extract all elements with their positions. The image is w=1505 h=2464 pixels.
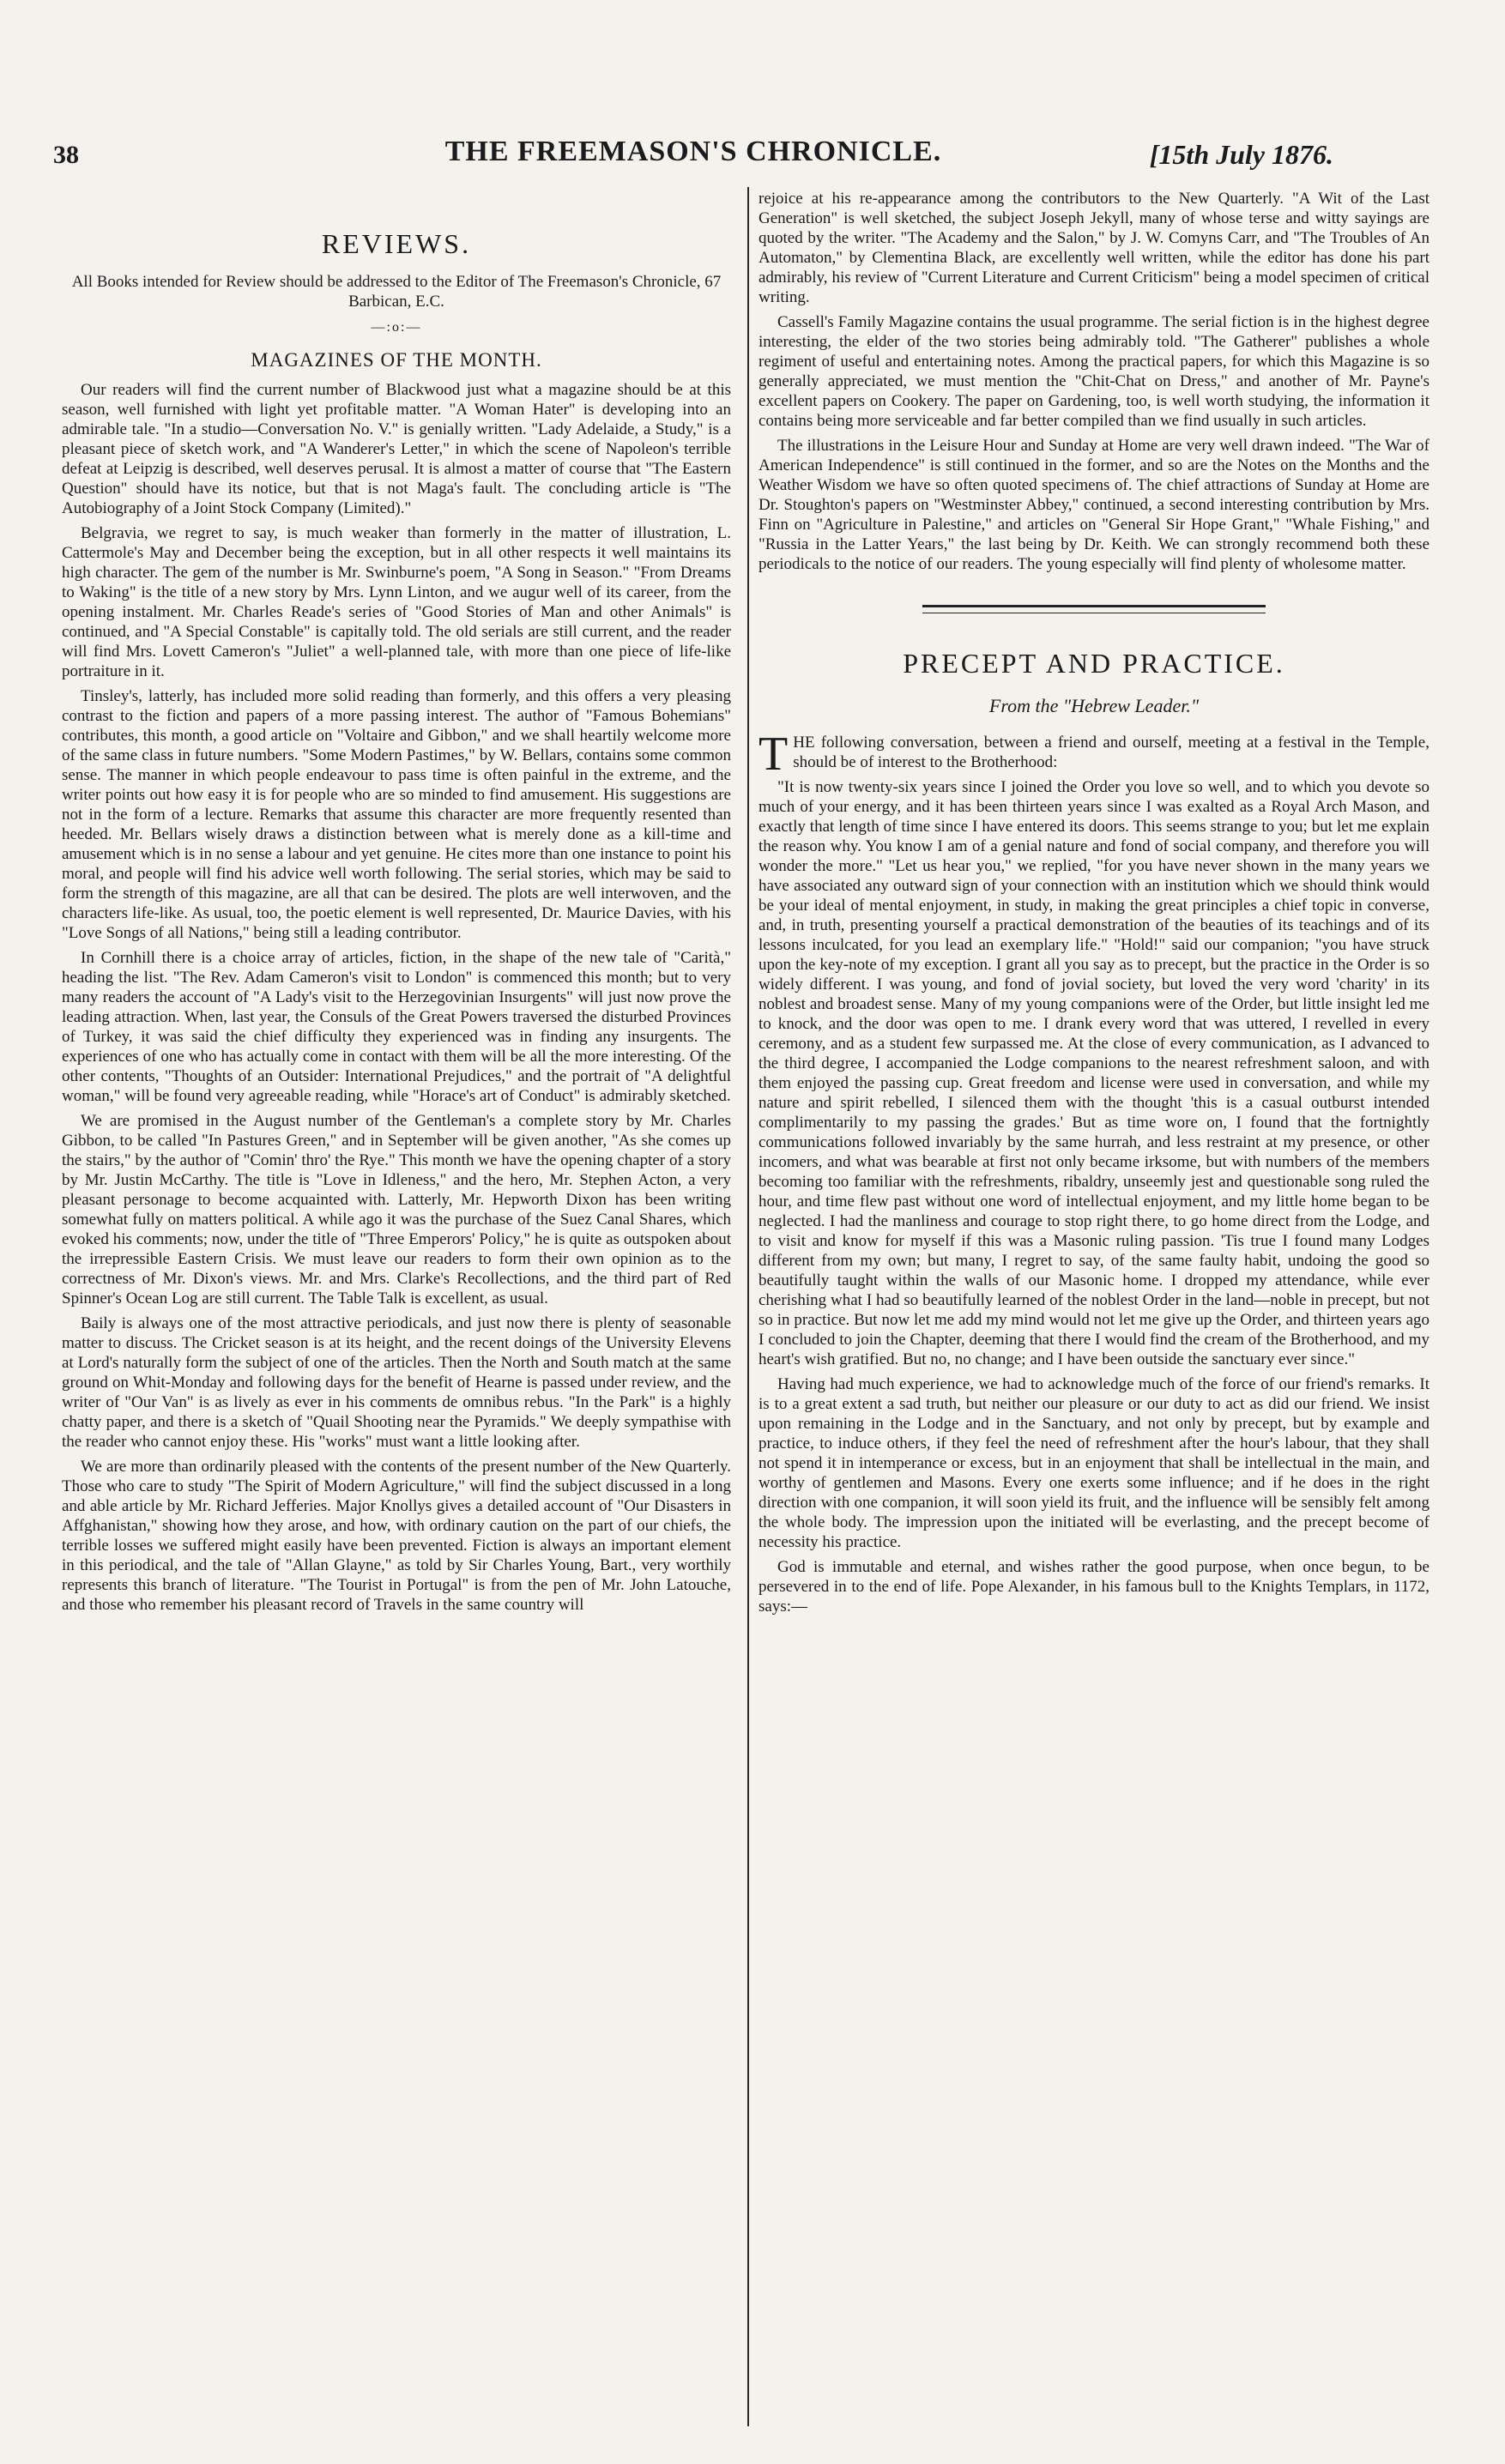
- right-column: [759, 189, 1429, 1622]
- ornamental-separator: —:o:—: [371, 320, 422, 335]
- paragraph-cornhill: In Cornhill there is a choice array of articles, fiction, in the shape of the new tale of "Carità," heading the list. "The Rev. Adam Cameron's visit to London" is commenced this month; but to very many readers the account of "A Lady's visit to the Herzegovinian Insurgents" will just now prove the leading attraction. When, last year, the Consuls of the Great Powers traversed the disturbed Provinces of Turkey, it was said the chief difficulty they experienced was in finding any insurgents. The experiences of one who has actually come in contact with them will be all the more interesting. Of the other contents, "Thoughts of an Outsider: International Prejudices," and the portrait of "A delightful woman," will be found very agreeable reading, while "Horace's art of Conduct" is admirably sketched.: [62, 949, 731, 1105]
- paragraph-conversation: "It is now twenty-six years since I joined the Order you love so well, and to which you devote so much of your energy, and it has been thirteen years since I was exalted as a Royal Arch Mason, and exactly that length of time since I have entered its doors. This seems strange to you; but let me explain the reason why. You know I am of a genial nature and fond of social company, and therefore you will wonder the more." "Let us hear you," we replied, "for you have never shown in the many years we have associated any outward sign of your connection with an institution which we should think would be your ideal of mental enjoyment, in study, in making the great principles a chief topic in converse, and, in truth, presenting yourself a practical demonstration of the beauties of its teachings and of its lessons inculcated, for you lead an exemplary life." "Hold!" said our companion; "you have struck upon the key-note of my exception. I grant all you say as to precept, but the practice in the Order is so widely different. I was young, and fond of jovial society, but loved the very word 'charity' in its noblest and broadest sense. Many of my young companions were of the Order, but little insight led me to knock, and the door was open to me. I drank every word that was uttered, I revelled in every ceremony, and as a student few surpassed me. At the close of every communication, as I advanced to the third degree, I accompanied the Lodge companions to the nearest refreshment saloon, and with them enjoyed the passing cup. Great freedom and license were used in conversation, and while my nature and spirit rebelled, I silenced them with the thought 'this is a casual outburst intended complimentarily to my passing the grades.' But as time wore on, I found that the fortnightly communications followed invariably by the same hurrah, and less restraint at my presence, or other incomers, and what was bearable at first not only became irksome, but with numbers of the members becoming too familiar with the refreshments, ribaldry, unseemly jest and questionable song ruled the hour, and time flew past without one word of intellectual enjoyment, and my little home began to be neglected. I had the manliness and courage to stop right there, to go home direct from the Lodge, and to visit and know for myself if this was a Masonic ruling passion. 'Tis true I found many Lodges different from my own; but many, I regret to say, of the same faulty habit, undoing the good so beautifully taught within the walls of our Masonic home. I dropped my attendance, while ever cherishing what I had so beautifully learned of the noblest Order in the land—noble in precept, but not so in practice. But now let me add my mind would not let me give up the Order, and thirteen years ago I concluded to join the Chapter, deeming that there I would find the cream of the Brotherhood, and my heart's wish gratified. But no, no change; and I have been outside the sanctuary ever since.": [759, 778, 1429, 1368]
- paragraph-closing: God is immutable and eternal, and wishes rather the good purpose, when once begun, to be persevered in to the end of life. Pope Alexander, in his famous bull to the Knights Templars, in 1172, says:—: [759, 1558, 1429, 1615]
- paragraph-cassells: Cassell's Family Magazine contains the usual programme. The serial fiction is in the highest degree interesting, the elder of the two stories being admirably told. "The Gatherer" publishes a whole regiment of useful and entertaining notes. Among the practical papers, for which this Magazine is so generally appreciated, we must mention the "Chit-Chat on Dress," and another of Mr. Payne's excellent papers on Cookery. The paper on Gardening, too, is well worth studying, the information it contains being more serviceable and far better compiled than we find usually in such articles.: [759, 313, 1429, 430]
- masthead: [53, 136, 1333, 180]
- publication-title: THE FREEMASON'S CHRONICLE.: [444, 136, 942, 167]
- precept-heading: PRECEPT AND PRACTICE.: [903, 648, 1285, 679]
- paragraph-continued: rejoice at his re-appearance among the contributors to the New Quarterly. "A Wit of the Last Generation" is well sketched, the subject Joseph Jekyll, many of whose terse and witty sayings are quoted by the writer. "The Academy and the Salon," by J. W. Comyns Carr, and "The Troubles of An Automaton," by Clementina Black, are excellently well written, while the editor has done his part admirably, his review of "Current Literature and Current Criticism" being a model specimen of critical writing.: [759, 190, 1429, 306]
- paragraph-new-quarterly: We are more than ordinarily pleased with the contents of the present number of the New Quarterly. Those who care to study "The Spirit of Modern Agriculture," will find the subject discussed in a long and able article by Mr. Richard Jefferies. Major Knollys gives a detailed account of "Our Disasters in Affghanistan," showing how they arose, and how, with ordinary caution on the part of our chiefs, the terrible losses we suffered might easily have been prevented. Fiction is always an important element in this periodical, and the tale of "Allan Glayne," as told by Sir Charles Young, Bart., very worthily represents this branch of literature. "The Tourist in Portugal" is from the pen of Mr. John Latouche, and those who remember his pleasant record of Travels in the same country will: [62, 1458, 731, 1614]
- issue-date: [15th July 1876.: [1149, 139, 1333, 170]
- article-source: From the "Hebrew Leader.": [988, 695, 1200, 716]
- magazines-subheading: MAGAZINES OF THE MONTH.: [251, 349, 542, 371]
- section-divider: [922, 605, 1266, 613]
- reviews-heading: REVIEWS.: [321, 228, 472, 259]
- paragraph-baily: Baily is always one of the most attractive periodicals, and just now there is plenty of seasonable matter to discuss. The Cricket season is at its height, and the recent doings of the University Elevens at Lord's naturally form the subject of one of the articles. Then the North and South match at the same ground on Whit-Monday and following days for the benefit of Hearne is passed under review, and the writer of "Our Van" is as lively as ever in his comments de omnibus rebus. "In the Park" is a highly chatty paper, and there is a sketch of "Quail Shooting near the Pyramids." We deeply sympathise with the reader who cannot enjoy these. His "works" must want a little looking after.: [62, 1314, 731, 1451]
- paragraph-belgravia: Belgravia, we regret to say, is much weaker than formerly in the matter of illustration, L. Cattermole's May and December being the exception, but in all other respects it well maintains its high character. The gem of the number is Mr. Swinburne's poem, "A Song in Season." "From Dreams to Waking" is the title of a new story by Mrs. Lynn Linton, and we augur well of its career, from the opening instalment. Mr. Charles Reade's series of "Good Stories of Man and other Animals" is continued, and "A Special Constable" is capitally told. The old serials are still current, and the reader will find Mrs. Lovett Cameron's "Juliet" a well-planned tale, with more than one piece of life-like portraiture in it.: [62, 524, 731, 680]
- intro-text: HE following conversation, between a friend and ourself, meeting at a festival in the Temple, should be of interest to the Brotherhood:: [793, 734, 1429, 771]
- left-column: [62, 189, 731, 1620]
- article-intro: [759, 728, 1429, 781]
- review-notice: All Books intended for Review should be addressed to the Editor of The Freemason's Chronicle, 67 Barbican, E.C.: [71, 273, 722, 311]
- drop-cap: T: [759, 728, 789, 781]
- paragraph-tinsleys: Tinsley's, latterly, has included more solid reading than formerly, and this offers a very pleasing contrast to the fiction and papers of a more passing interest. The author of "Famous Bohemians" contributes, this month, a good article on "Voltaire and Gibbon," and we shall heartily welcome more of the same class in future numbers. "Some Modern Pastimes," by W. Bellars, contains some common sense. The manner in which people endeavour to pass time is often painful in the extreme, and the writer points out how easy it is for people who are so minded to find amusement. His suggestions are not in the form of a lecture. Remarks that assume this character are more frequently resented than heeded. Mr. Bellars wisely draws a distinction between what is merely done as a kill-time and amusement which is in no sense a labour and yet genuine. He cites more than one instance to point his moral, and people will find his advice well worth following. The serial stories, which may be said to form the strength of this magazine, are all that can be desired. The plots are well interwoven, and the characters life-like. As usual, too, the poetic element is well represented, Dr. Maurice Davies, with his "Love Songs of all Nations," being still a leading contributor.: [62, 687, 731, 942]
- paragraph-blackwood: Our readers will find the current number of Blackwood just what a magazine should be at this season, well furnished with light yet profitable matter. "A Woman Hater" is developing into an admirable tale. "In a studio—Conversation No. V." is genially written. "Lady Adelaide, a Study," is a pleasant piece of sketch work, and "A Wanderer's Letter," in which the scene of Napoleon's terrible defeat at Leipzig is described, well deserves perusal. It is almost a matter of course that "The Eastern Question" should have its notice, but that is not Maga's fault. The concluding article is "The Autobiography of a Joint Stock Company (Limited).": [62, 381, 731, 517]
- paragraph-gentlemans: We are promised in the August number of the Gentleman's a complete story by Mr. Charles Gibbon, to be called "In Pastures Green," and in September will be given another, "As she comes up the stairs," by the author of "Comin' thro' the Rye." This month we have the opening chapter of a story by Mr. Justin McCarthy. The title is "Love in Idleness," and the hero, Mr. Stephen Acton, a very pleasant personage to become acquainted with. Latterly, Mr. Hepworth Dixon has been writing somewhat fully on matters political. A while ago it was the purchase of the Suez Canal Shares, which evoked his comments; now, under the title of "Three Emperors' Policy," he is quite as outspoken about the irrepressible Eastern Crisis. We must leave our readers to form their own opinion as to the correctness of Mr. Dixon's views. Mr. and Mrs. Clarke's Recollections, and the third part of Red Spinner's Ocean Log are still current. The Table Talk is excellent, as usual.: [62, 1112, 731, 1307]
- paragraph-response: Having had much experience, we had to acknowledge much of the force of our friend's remarks. It is to a great extent a sad truth, but neither our pleasure or our duty to act as did our friend. We insist upon remaining in the Lodge and in the Sanctuary, and not only by precept, but by example and practice, to induce others, if they feel the need of refreshment after the hour's labour, that they shall not spend it in intemperance or excess, but in an enjoyment that shall be intellectual in the main, and worthy of gentlemen and Masons. Every one exerts some influence; and if he does in the right direction with one companion, it will soon yield its fruit, and the influence will be sensibly felt among the whole body. The impression upon the initiated will be everlasting, and the precept become of necessity his practice.: [759, 1375, 1429, 1551]
- paragraph-leisure-hour: The illustrations in the Leisure Hour and Sunday at Home are very well drawn indeed. "The War of American Independence" is still continued in the former, and so are the Notes on the Months and the Weather Wisdom we have so often quoted specimens of. The chief attractions of Sunday at Home are Dr. Stoughton's papers on "Westminster Abbey," continued, a second interesting contribution by Mrs. Finn on "Agriculture in Palestine," and articles on "General Sir Hope Grant," "Whale Fishing," and "Russia in the Latter Years," the last being by Dr. Keith. We can strongly recommend both these periodicals to the notice of our readers. The young especially will find plenty of wholesome matter.: [759, 437, 1429, 573]
- column-divider: [747, 187, 749, 2426]
- page-number: 38: [53, 141, 79, 169]
